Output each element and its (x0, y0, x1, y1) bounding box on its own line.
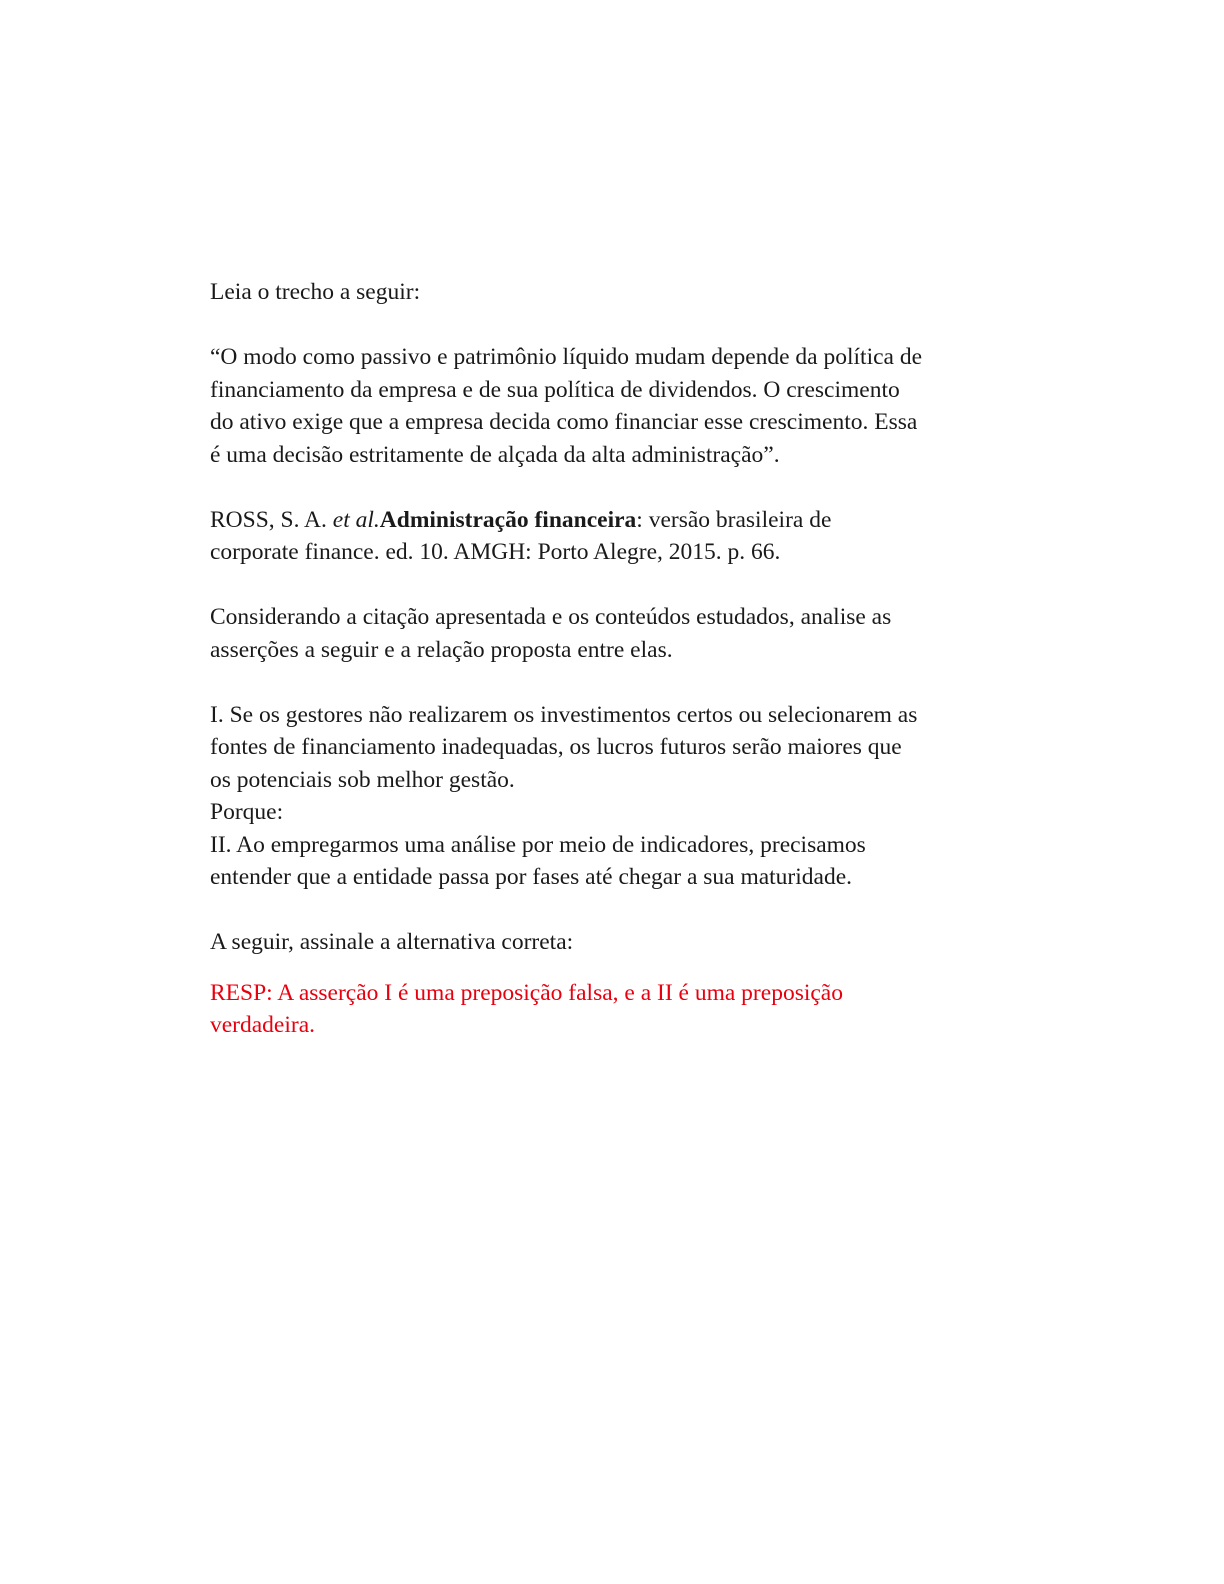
reference-title: Administração financeira (379, 506, 637, 533)
reference-etal: et al. (332, 506, 380, 533)
quote-line: é uma decisão estritamente de alçada da alta administração”. (210, 441, 780, 468)
prompt-line: A seguir, assinale a alternativa correta: (210, 929, 574, 955)
reference-paragraph (210, 504, 1010, 569)
reference-author: ROSS, S. A. (210, 506, 333, 533)
quote-line: “O modo como passivo e patrimônio líquido mudam depende da política de (210, 344, 923, 370)
assertion-line: I. Se os gestores não realizarem os investimentos certos ou selecionarem as (210, 701, 918, 728)
assertions-paragraph (210, 699, 1010, 894)
document-body (210, 276, 1010, 1042)
intro-text (210, 276, 1010, 309)
answer-line: RESP: A asserção I é uma preposição falsa, e a II é uma preposição (210, 979, 843, 1006)
instruction-line: asserções a seguir e a relação proposta entre elas. (210, 636, 673, 663)
quote-line: financiamento da empresa e de sua política de dividendos. O crescimento (210, 376, 900, 403)
intro-line: Leia o trecho a seguir: (210, 279, 421, 305)
instruction-paragraph (210, 601, 1010, 666)
spacer (210, 309, 1010, 342)
spacer (210, 666, 1010, 699)
instruction-line: Considerando a citação apresentada e os conteúdos estudados, analise as (210, 604, 892, 630)
quote-line: do ativo exige que a empresa decida como financiar esse crescimento. Essa (210, 409, 918, 435)
reference-line: corporate finance. ed. 10. AMGH: Porto Alegre, 2015. p. 66. (210, 539, 781, 565)
spacer (210, 569, 1010, 602)
prompt-paragraph (210, 926, 1010, 959)
spacer (210, 959, 1010, 977)
reference-subtitle: : versão brasileira de (636, 506, 832, 533)
answer-line: verdadeira. (210, 1012, 316, 1038)
answer-paragraph (210, 977, 1010, 1042)
spacer (210, 894, 1010, 927)
spacer (210, 471, 1010, 504)
assertion-line: II. Ao empregarmos uma análise por meio de indicadores, precisamos (210, 831, 866, 858)
quote-paragraph (210, 341, 1010, 471)
assertion-line: fontes de financiamento inadequadas, os lucros futuros serão maiores que (210, 734, 902, 760)
assertion-line: entender que a entidade passa por fases até chegar a sua maturidade. (210, 864, 853, 890)
assertion-line: os potenciais sob melhor gestão. (210, 766, 515, 793)
reference-line (210, 504, 1010, 537)
assertion-line: Porque: (210, 799, 284, 825)
